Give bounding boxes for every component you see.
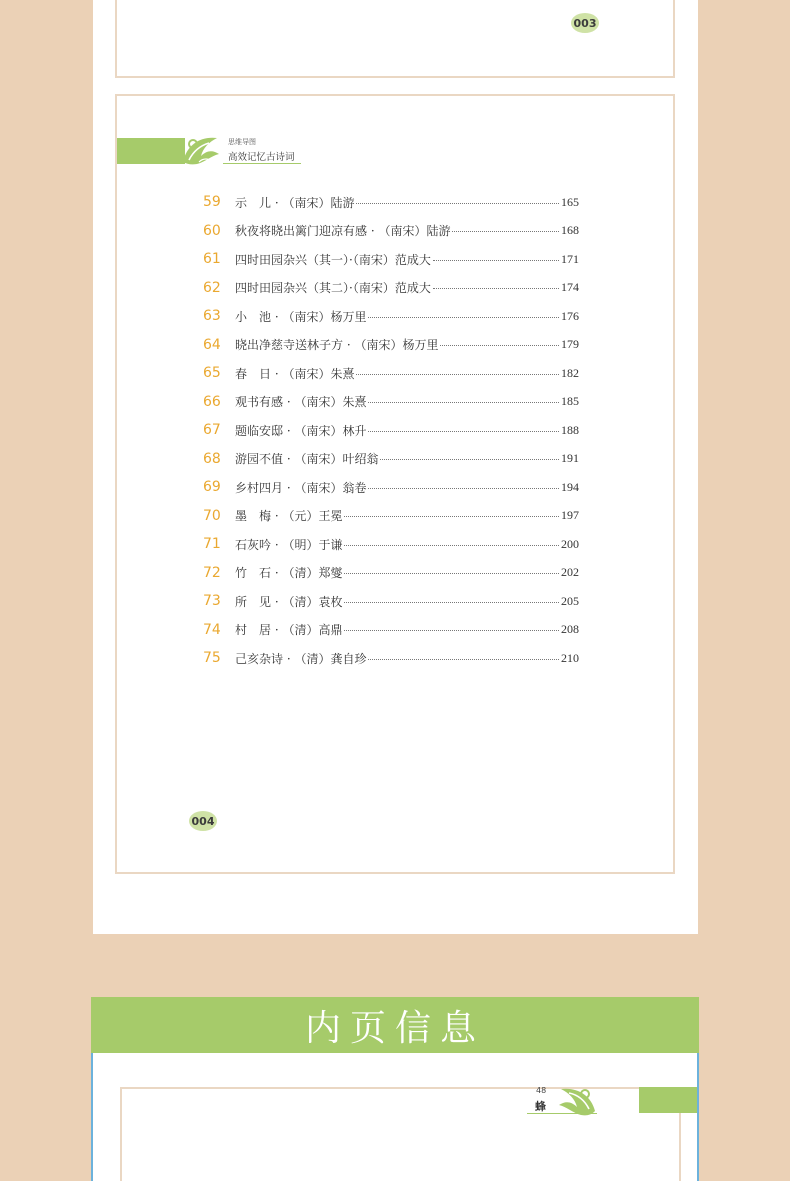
toc-entry [203, 245, 579, 274]
toc-leader-dots [380, 459, 559, 460]
toc-entry-title: 小 池 · （南宋）杨万里 [235, 309, 367, 324]
toc-leader-dots [356, 374, 559, 375]
toc-entry-title: 己亥杂诗 · （清）龚自珍 [235, 651, 367, 666]
toc-leader-dots [433, 288, 559, 289]
toc-entry [203, 587, 579, 616]
section-banner [91, 997, 699, 1053]
toc-leader-dots [344, 630, 559, 631]
toc-entry-number: 73 [203, 593, 221, 610]
toc-entry [203, 473, 579, 502]
toc-leader-dots [344, 545, 559, 546]
toc-entry-title: 题临安邸 · （南宋）林升 [235, 423, 367, 438]
toc-leader-dots [344, 516, 559, 517]
toc-entry-page: 208 [561, 622, 579, 637]
series-name: 思维导图 [228, 138, 256, 146]
toc-entry-page: 165 [561, 194, 579, 209]
toc-entry [203, 331, 579, 360]
toc-entry-number: 68 [203, 450, 221, 467]
toc-entry-page: 205 [561, 593, 579, 608]
toc-entry-number: 71 [203, 536, 221, 553]
toc-entry-title: 村 居 · （清）高鼎 [235, 623, 343, 638]
toc-entry-title: 四时田园杂兴（其一）·（南宋）范成大 [235, 252, 431, 267]
toc-entry-number: 69 [203, 479, 221, 496]
toc-entry [203, 530, 579, 559]
toc-entry-title: 示 儿 · （南宋）陆游 [235, 195, 355, 210]
toc-entry [203, 188, 579, 217]
header-rule [223, 163, 301, 164]
toc-entry-number: 62 [203, 279, 221, 296]
toc-leader-dots [344, 602, 559, 603]
toc-entry-number: 65 [203, 365, 221, 382]
toc-leader-dots [368, 402, 559, 403]
toc-entry-page: 210 [561, 650, 579, 665]
toc-entry-number: 75 [203, 650, 221, 667]
toc-entry [203, 274, 579, 303]
toc-entry-title: 竹 石 · （清）郑燮 [235, 566, 343, 581]
toc-entry-page: 197 [561, 508, 579, 523]
toc-entry-number: 72 [203, 564, 221, 581]
toc-entry [203, 388, 579, 417]
toc-leader-dots [440, 345, 559, 346]
toc-entry-title: 墨 梅 · （元）王冕 [235, 509, 343, 524]
toc-entry-title: 秋夜将晓出篱门迎凉有感 · （南宋）陆游 [235, 224, 451, 239]
toc-entry-number: 61 [203, 251, 221, 268]
toc-entry-page: 185 [561, 394, 579, 409]
toc-entry-page: 200 [561, 536, 579, 551]
toc-entry-number: 63 [203, 308, 221, 325]
toc-entry-title: 观书有感 · （南宋）朱熹 [235, 395, 367, 410]
toc-list [203, 188, 579, 673]
toc-leader-dots [344, 573, 559, 574]
toc-entry-number: 66 [203, 393, 221, 410]
toc-entry-title: 四时田园杂兴（其二）·（南宋）范成大 [235, 281, 431, 296]
toc-entry-page: 202 [561, 565, 579, 580]
toc-entry-page: 168 [561, 223, 579, 238]
leaf-swirl-logo-icon [179, 132, 223, 168]
toc-leader-dots [452, 231, 559, 232]
toc-entry-number: 60 [203, 222, 221, 239]
toc-entry-page: 171 [561, 251, 579, 266]
toc-entry [203, 559, 579, 588]
toc-entry-number: 70 [203, 507, 221, 524]
inner-header-rule [527, 1113, 597, 1114]
toc-entry [203, 302, 579, 331]
toc-leader-dots [368, 659, 559, 660]
toc-entry-page: 179 [561, 337, 579, 352]
section-banner-title: 内页信息 [304, 1007, 485, 1049]
document-sheet [93, 0, 698, 934]
toc-entry [203, 217, 579, 246]
toc-leader-dots [368, 488, 559, 489]
toc-entry-page: 174 [561, 280, 579, 295]
toc-entry-title: 游园不值 · （南宋）叶绍翁 [235, 452, 379, 467]
toc-entry [203, 644, 579, 673]
toc-entry-title: 所 见 · （清）袁枚 [235, 594, 343, 609]
toc-entry [203, 502, 579, 531]
book-title: 高效记忆古诗词 [228, 152, 295, 163]
toc-entry-title: 乡村四月 · （南宋）翁卷 [235, 480, 367, 495]
toc-leader-dots [356, 203, 559, 204]
toc-entry-title: 晓出净慈寺送林子方 · （南宋）杨万里 [235, 338, 439, 353]
page-003-frame [115, 0, 675, 78]
toc-entry-page: 182 [561, 365, 579, 380]
inner-page-title: 蜂 [535, 1100, 546, 1113]
toc-entry-page: 194 [561, 479, 579, 494]
toc-entry [203, 359, 579, 388]
toc-entry-page: 191 [561, 451, 579, 466]
inner-header-green-band [639, 1087, 697, 1113]
toc-entry-number: 67 [203, 422, 221, 439]
toc-entry-title: 春 日 · （南宋）朱熹 [235, 366, 355, 381]
toc-leader-dots [433, 260, 559, 261]
toc-entry [203, 616, 579, 645]
toc-entry-title: 石灰吟 · （明）于谦 [235, 537, 343, 552]
toc-entry-number: 59 [203, 194, 221, 211]
toc-entry [203, 416, 579, 445]
header-green-band [117, 138, 185, 164]
inner-page-preview [91, 1053, 699, 1181]
toc-entry-number: 74 [203, 621, 221, 638]
toc-entry-page: 188 [561, 422, 579, 437]
toc-leader-dots [368, 431, 559, 432]
toc-entry-number: 64 [203, 336, 221, 353]
inner-page-number: 48 [536, 1086, 547, 1095]
leaf-swirl-logo-icon [553, 1083, 599, 1117]
toc-entry [203, 445, 579, 474]
page-number-badge: 004 [189, 811, 217, 831]
page-004-frame [115, 94, 675, 874]
toc-entry-page: 176 [561, 308, 579, 323]
page-number-badge: 003 [571, 13, 599, 33]
toc-leader-dots [368, 317, 559, 318]
